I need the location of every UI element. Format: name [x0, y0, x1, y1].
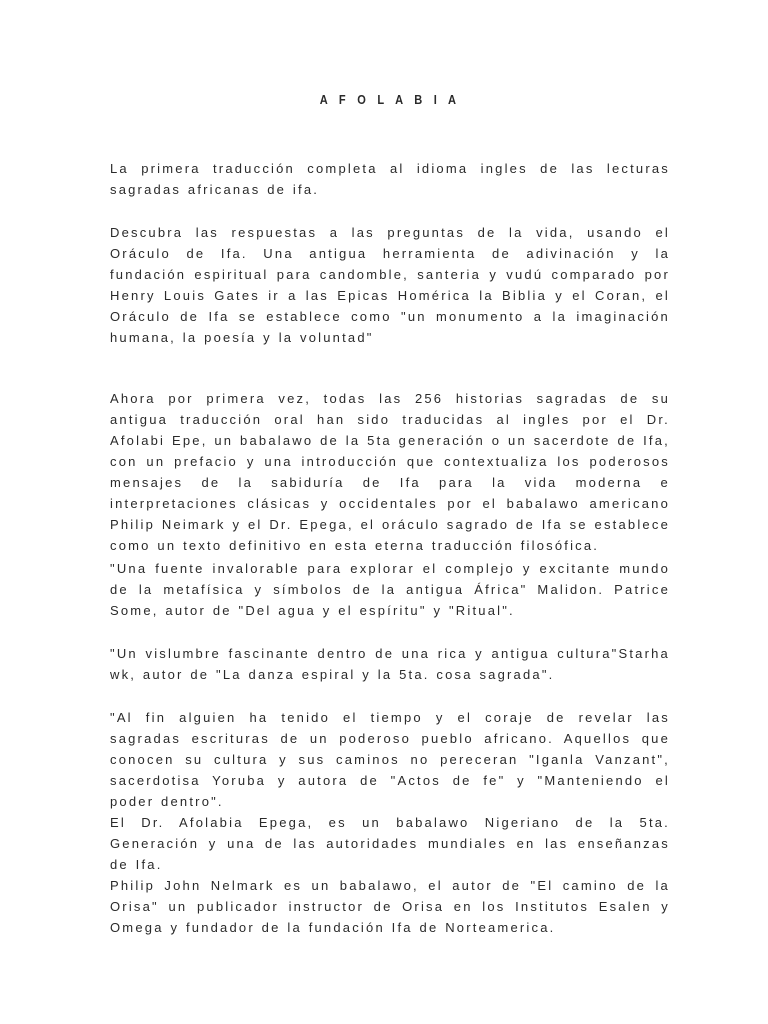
paragraph-author-neimark: Philip John Nelmark es un babalawo, el autor de "El camino de la Orisa" un publicador instructor de Orisa en los Institutos Esalen y Omega y fundador de la fundación Ifa de Norteamerica.: [110, 878, 670, 935]
paragraph-quote-vanzant: "Al fin alguien ha tenido el tiempo y el coraje de revelar las sagradas escrituras de un poderoso pueblo africano. Aquellos que conocen su cultura y sus caminos no pereceran "Iganla Vanzant", sacerdotisa Yoruba y autora de "Actos de fe" y "Manteniendo el poder dentro".: [110, 710, 670, 809]
paragraph-author-epega: El Dr. Afolabia Epega, es un babalawo Nigeriano de la 5ta. Generación y una de las autoridades mundiales en las enseñanzas de Ifa.: [110, 815, 670, 872]
document-title: A F O L A B I A: [319, 92, 461, 107]
paragraph-intro: La primera traducción completa al idioma ingles de las lecturas sagradas africanas de ifa.: [110, 161, 670, 197]
paragraph-quote-some: "Una fuente invalorable para explorar el complejo y excitante mundo de la metafísica y símbolos de la antigua África" Malidon. Patrice Some, autor de "Del agua y el espíritu" y "Ritual".: [110, 561, 670, 618]
paragraph-quote-starhawk: "Un vislumbre fascinante dentro de una rica y antigua cultura"Starha wk, autor de "La danza espiral y la 5ta. cosa sagrada".: [110, 646, 670, 682]
paragraph-translation: Ahora por primera vez, todas las 256 historias sagradas de su antigua traducción oral han sido traducidas al ingles por el Dr. Afolabi Epe, un babalawo de la 5ta generación o un sacerdote de Ifa, con un prefacio y una introducción que contextualiza los poderosos mensajes de la sabiduría de Ifa para la vida moderna e interpretaciones clásicas y occidentales por el babalawo americano Philip Neimark y el Dr. Epega, el oráculo sagrado de Ifa se establece como un texto definitivo en esta eterna traducción filosófica.: [110, 391, 670, 553]
paragraph-oracle: Descubra las respuestas a las preguntas de la vida, usando el Oráculo de Ifa. Una antigua herramienta de adivinación y la fundación espiritual para candomble, santeria y vudú comparado por Henry Louis Gates ir a las Epicas Homérica la Biblia y el Coran, el Oráculo de Ifa se establece como "un monumento a la imaginación humana, la poesía y la voluntad": [110, 225, 670, 345]
document-page: [110, 0, 670, 1024]
